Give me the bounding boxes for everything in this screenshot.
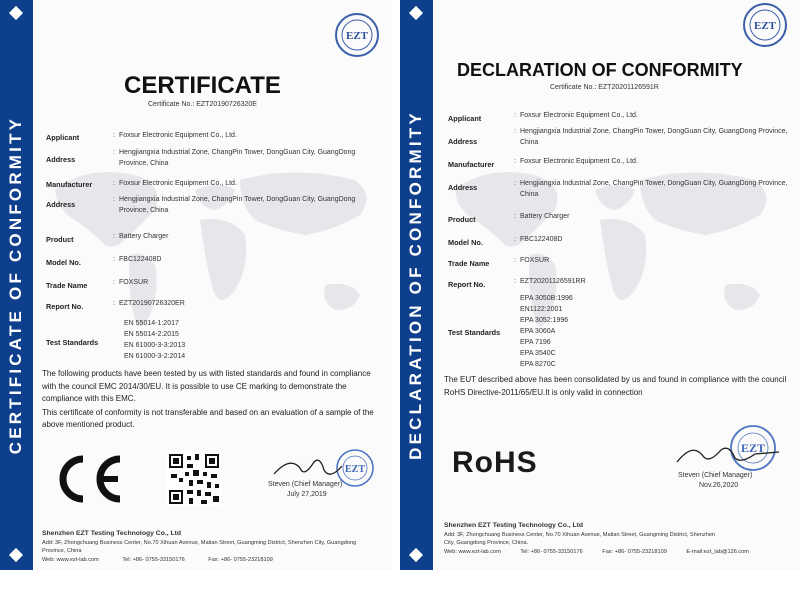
- qr-code-icon: [167, 452, 221, 506]
- ce-mark-icon: [52, 453, 126, 505]
- sign-date: Nov.26,2020: [699, 482, 739, 489]
- footer-web: Web: www.ezt-lab.com: [42, 556, 99, 563]
- footer-tel: Tel: +86- 0755-33150176: [122, 556, 185, 563]
- certificate-title: CERTIFICATE: [124, 72, 281, 99]
- footer-web: Web: www.ezt-lab.com: [444, 548, 501, 555]
- report-value: EZT20201126591RR: [520, 278, 586, 285]
- standard-item: EPA 8270C: [520, 361, 556, 368]
- standard-item: EN 55014-2:2015: [124, 331, 179, 338]
- ce-certificate: CERTIFICATE OF CONFORMITY EZT CERTIFICATE Certificate No.: EZT20190726320E Applicant : Foxsur Electronic Equipment Co., Ltd. Address : Hengjiangxia Industrial Zone, ChangPin Tower, DongGuan City, GuangDong Province, China Manufacturer : Foxsur Electronic Equipment Co., Ltd. Address : Hengjiangxia Industrial Zone, ChangPin Tower, DongGuan City, GuangDong Province, China Product : Battery Charger Model No. : FBC122408D Trade Name : FOXSUR Report No. : EZT20190726320ER Test Standards EN 55014-1:2017 EN 55014-2:2015 EN 61000-3-3:2013 EN 61000-3-2:2014 The following products have been tested by us with listed standards and found in compliance with the council EMC 2014/30/EU. It is possible to use CE marking to demonstrate the compliance with this EMC. This certificate of conformity is not transferable and based on an evaluation of a sample of the above mentioned product. CE EZT Steven (Chief Manager) July 27,2019 Shenzhen EZT Testing Technology Co., Ltd Add: 3F, Zhongchuang Business Center, No.70 Xihuan Avenue, Matian Street, Guangming District, Shenzhen City, Guangdong Province, China Web: www.ezt-lab.com Tel: +86- 0755-33150176 Fax: +86- 0755-23218109: [0, 0, 392, 570]
- manufacturer-label: Manufacturer: [448, 160, 495, 169]
- address-value: Hengjiangxia Industrial Zone, ChangPin Tower, DongGuan City, GuangDong Province, China: [520, 128, 788, 146]
- report-label: Report No.: [448, 280, 486, 289]
- address-label: Address: [46, 155, 76, 164]
- standard-item: EPA 7196: [520, 339, 551, 346]
- standard-item: EN 61000-3-3:2013: [124, 342, 186, 349]
- applicant-label: Applicant: [448, 114, 482, 123]
- address-value: Hengjiangxia Industrial Zone, ChangPin Tower, DongGuan City, GuangDong Province, China: [520, 180, 788, 198]
- test-standards-list: [124, 318, 185, 362]
- statement: [444, 374, 794, 399]
- band-text: CERTIFICATE OF CONFORMITY: [6, 115, 25, 455]
- certificate-number: Certificate No.: EZT20190726320E: [148, 101, 257, 108]
- statement: [42, 368, 384, 432]
- rohs-declaration: DECLARATION OF CONFORMITY EZT DECLARATION OF CONFORMITY Certificate No.: EZT20201126591R Applicant : Foxsur Electronic Equipment Co., Ltd. Address : Hengjiangxia Industrial Zone, ChangPin Tower, DongGuan City, GuangDong Province, China Manufacturer : Foxsur Electronic Equipment Co., Ltd. Address : Hengjiangxia Industrial Zone, ChangPin Tower, DongGuan City, GuangDong Province, China Product : Battery Charger Model No. : FBC122408D Trade Name : FOXSUR Report No. : EZT20201126591RR Test Standards EPA 3050B:1996 EN1122:2001 EPA 3052:1996 EPA 3060A EPA 7196 EPA 3540C EPA 8270C The EUT described above has been consolidated by us and found in compliance with the council RoHS Directive-2011/65/EU.It is only valid in connection RoHS EZT Steven (Chief Manager) Nov.26,2020 Shenzhen EZT Testing Technology Co., Ltd Add: 3F, Zhongchuang Business Center, No.70 Xihuan Avenue, Matian Street, Guangming District, Shenzhen City, Guangdong Province, China. Web: www.ezt-lab.com Tel: +86- 0755-33150176 Fax: +86- 0755-23218109 E-mail:ezt_lab@126.com: [400, 0, 800, 570]
- standard-item: EPA 3050B:1996: [520, 295, 573, 302]
- test-standards-label: Test Standards: [448, 328, 501, 337]
- statement-compliance: The EUT described above has been consolidated by us and found in compliance with the council RoHS Directive-2011/65/EU.It is only valid in connection: [444, 375, 787, 397]
- trade-name-label: Trade Name: [448, 259, 490, 268]
- side-band: [400, 0, 433, 570]
- applicant-value: Foxsur Electronic Equipment Co., Ltd.: [520, 112, 638, 119]
- statement-transfer: This certificate of conformity is not transferable and based on an evaluation of a sample of the above mentioned product.: [42, 407, 374, 429]
- ezt-seal-icon: [742, 2, 788, 48]
- ezt-seal-icon: [334, 12, 380, 58]
- footer-company: Shenzhen EZT Testing Technology Co., Ltd: [444, 522, 584, 529]
- footer-address: Add: 3F, Zhongchuang Business Center, No.70 Xihuan Avenue, Matian Street, Guangming District, Shenzhen: [444, 531, 716, 538]
- footer-company: Shenzhen EZT Testing Technology Co., Ltd: [42, 530, 182, 537]
- product-value: Battery Charger: [119, 233, 169, 240]
- address-label: Address: [46, 200, 76, 209]
- footer: [42, 530, 356, 564]
- report-value: EZT20190726320ER: [119, 300, 185, 307]
- manufacturer-label: Manufacturer: [46, 180, 93, 189]
- svg-text:EZT: EZT: [344, 464, 366, 475]
- footer-address: Add: 3F, Zhongchuang Business Center, No.70 Xihuan Avenue, Matian Street, Guangming District, Shenzhen City, Guangdong: [42, 539, 357, 546]
- address-label: Address: [448, 137, 478, 146]
- rohs-mark: RoHS: [452, 446, 538, 479]
- diamond-icon: [409, 548, 423, 562]
- side-band: [0, 0, 33, 570]
- trade-name-label: Trade Name: [46, 281, 88, 290]
- footer-tel: Tel: +86- 0755-33150176: [520, 548, 583, 555]
- footer-fax: Fax: +86- 0755-23218109: [602, 548, 667, 555]
- svg-text:EZT: EZT: [345, 30, 369, 42]
- band-text: DECLARATION OF CONFORMITY: [406, 110, 425, 460]
- model-label: Model No.: [46, 258, 81, 267]
- footer-email: E-mail:ezt_lab@126.com: [686, 548, 749, 555]
- address-label: Address: [448, 183, 478, 192]
- svg-text:CE: CE: [52, 453, 54, 454]
- standard-item: EN 61000-3-2:2014: [124, 353, 186, 360]
- product-label: Product: [46, 235, 74, 244]
- signer-name: Steven (Chief Manager): [268, 481, 343, 488]
- signature-stamp: [675, 422, 790, 472]
- applicant-label: Applicant: [46, 133, 80, 142]
- trade-name-value: FOXSUR: [119, 279, 149, 286]
- diamond-icon: [9, 548, 23, 562]
- standard-item: EPA 3052:1996: [520, 317, 569, 324]
- product-label: Product: [448, 215, 476, 224]
- svg-text:EZT: EZT: [753, 20, 777, 32]
- model-label: Model No.: [448, 238, 483, 247]
- manufacturer-value: Foxsur Electronic Equipment Co., Ltd.: [119, 180, 237, 187]
- test-standards-list: [520, 293, 573, 370]
- address-value: Hengjiangxia Industrial Zone, ChangPin Tower, DongGuan City, GuangDong Province, China: [119, 196, 356, 214]
- statement-compliance: The following products have been tested by us with listed standards and found in compliance with the council EMC 2014/30/EU. It is possible to use CE marking to demonstrate the compliance with this EMC.: [42, 369, 371, 403]
- product-value: Battery Charger: [520, 213, 570, 220]
- model-value: FBC122408D: [520, 236, 563, 243]
- standard-item: EPA 3540C: [520, 350, 556, 357]
- report-label: Report No.: [46, 302, 84, 311]
- sign-date: July 27,2019: [287, 491, 327, 498]
- signer-name: Steven (Chief Manager): [678, 472, 753, 479]
- standard-item: EN 55014-1:2017: [124, 320, 179, 327]
- footer-fax: Fax: +86- 0755-23218109: [208, 556, 273, 563]
- diamond-icon: [409, 6, 423, 20]
- diamond-icon: [9, 6, 23, 20]
- certificate-number: Certificate No.: EZT20201126591R: [550, 84, 659, 91]
- address-value: Hengjiangxia Industrial Zone, ChangPin Tower, DongGuan City, GuangDong Province, China: [119, 149, 356, 167]
- svg-text:EZT: EZT: [740, 441, 766, 455]
- model-value: FBC122408D: [119, 256, 162, 263]
- manufacturer-value: Foxsur Electronic Equipment Co., Ltd.: [520, 158, 638, 165]
- applicant-value: Foxsur Electronic Equipment Co., Ltd.: [119, 132, 237, 139]
- declaration-title: DECLARATION OF CONFORMITY: [457, 60, 743, 80]
- trade-name-value: FOXSUR: [520, 257, 550, 264]
- test-standards-label: Test Standards: [46, 338, 99, 347]
- standard-item: EN1122:2001: [520, 306, 563, 313]
- footer: [444, 522, 749, 556]
- footer-address-cont: City, Guangdong Province, China.: [444, 540, 529, 546]
- footer-address-cont: Province, China: [42, 548, 82, 554]
- standard-item: EPA 3060A: [520, 328, 556, 335]
